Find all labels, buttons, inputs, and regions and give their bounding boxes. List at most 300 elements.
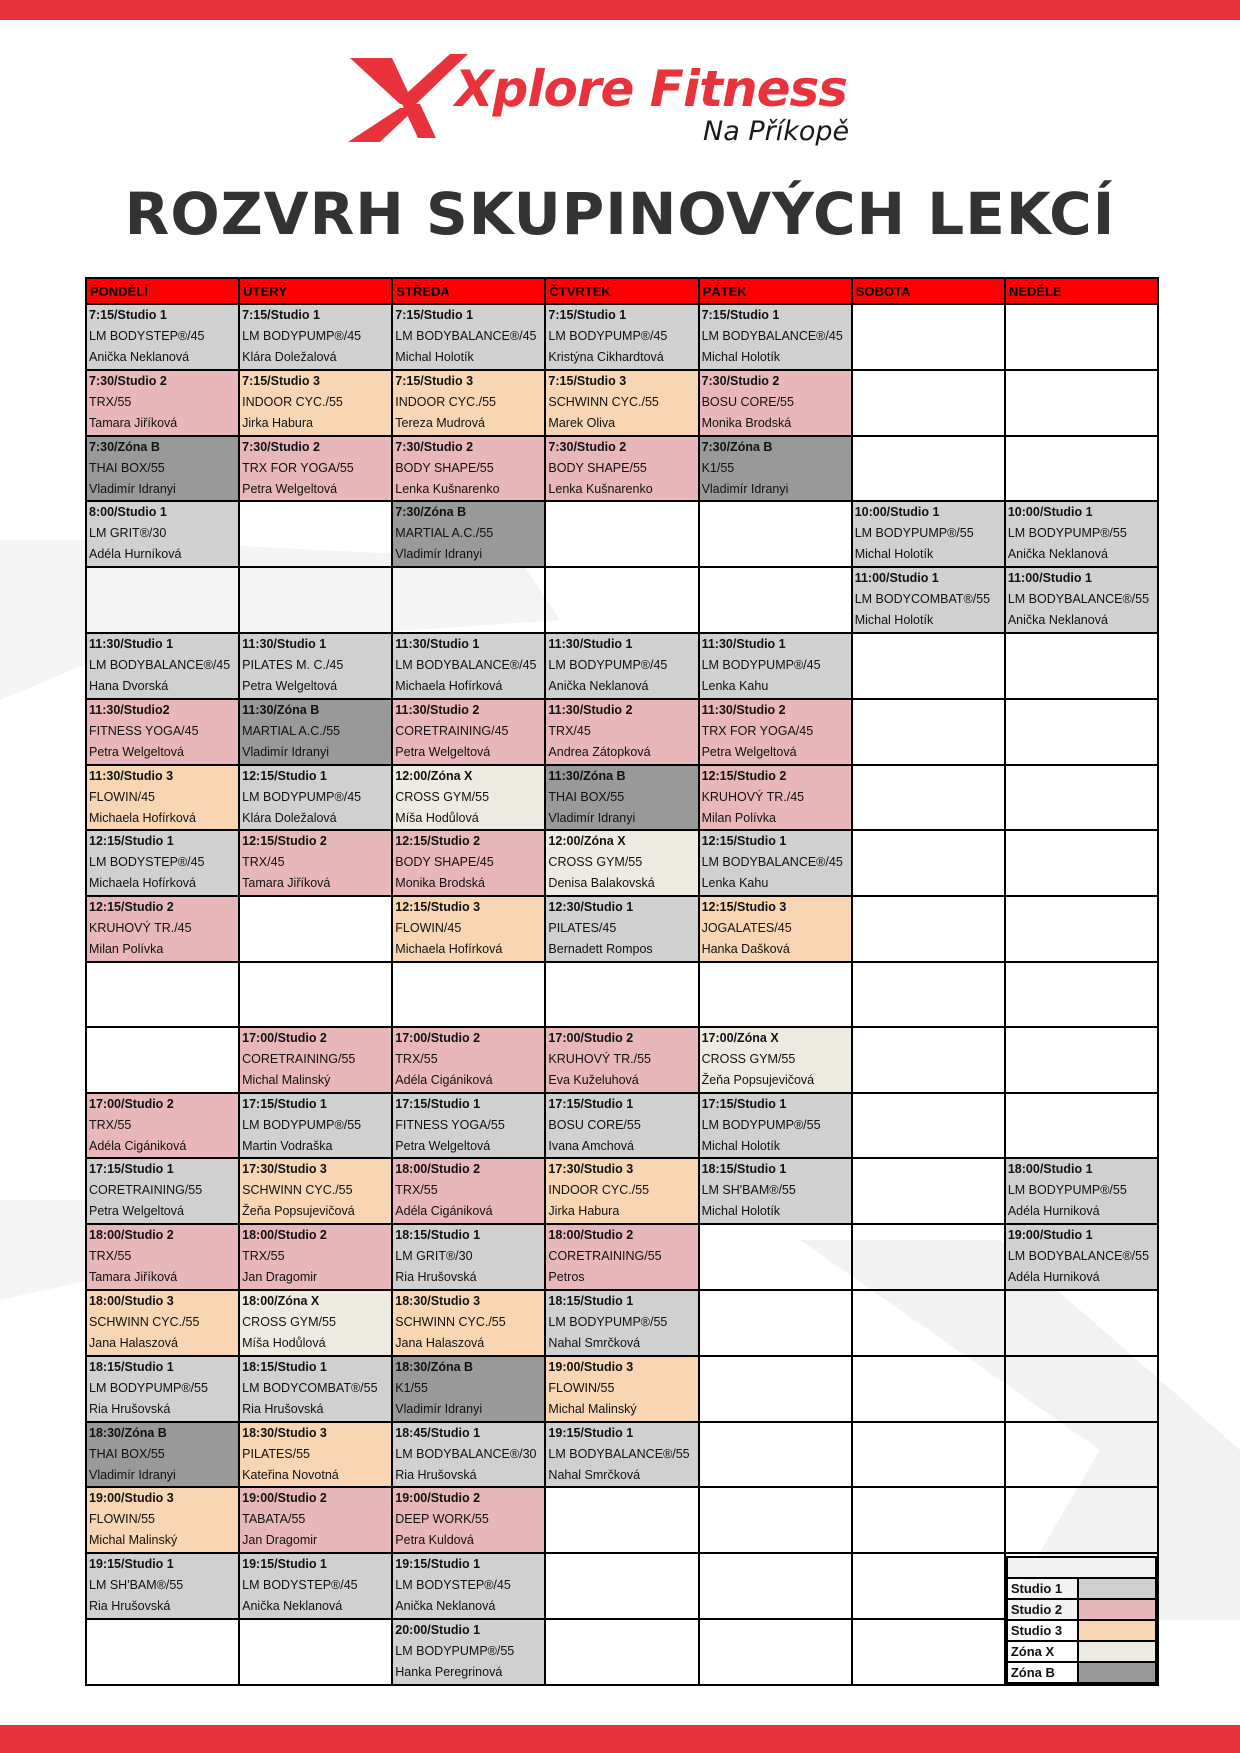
empty-cell bbox=[852, 436, 1005, 502]
class-name: SCHWINN CYC./55 bbox=[89, 1314, 200, 1329]
class-time: 11:30/Studio 1 bbox=[242, 636, 327, 651]
empty-cell bbox=[1005, 436, 1158, 502]
class-instructor: Míša Hodůlová bbox=[242, 1335, 326, 1350]
class-cell bbox=[239, 1356, 392, 1422]
class-cell bbox=[392, 1224, 545, 1290]
class-name: THAI BOX/55 bbox=[89, 460, 165, 475]
class-cell bbox=[239, 370, 392, 436]
class-time: 18:00/Studio 2 bbox=[89, 1228, 174, 1243]
class-cell bbox=[392, 1093, 545, 1159]
class-cell bbox=[86, 896, 239, 962]
class-time: 19:00/Studio 2 bbox=[395, 1491, 481, 1506]
schedule-row bbox=[86, 962, 1158, 1027]
schedule-row bbox=[86, 304, 1158, 370]
legend-item bbox=[1007, 1662, 1156, 1683]
day-header: PONDĚLÍ bbox=[86, 278, 239, 304]
class-name: SCHWINN CYC./55 bbox=[395, 1314, 506, 1329]
class-name: PILATES/45 bbox=[548, 921, 617, 936]
class-cell bbox=[545, 370, 698, 436]
legend-swatch bbox=[1078, 1620, 1156, 1641]
empty-cell bbox=[86, 1619, 239, 1685]
class-instructor: Adéla Hurniková bbox=[1007, 1204, 1100, 1219]
class-name: JOGALATES/45 bbox=[701, 921, 792, 936]
legend-swatch bbox=[1078, 1578, 1156, 1599]
class-name: LM BODYBALANCE®/55 bbox=[548, 1446, 690, 1461]
class-name: LM BODYBALANCE®/45 bbox=[395, 657, 537, 672]
class-cell bbox=[86, 436, 239, 502]
legend-item bbox=[1007, 1599, 1156, 1620]
empty-cell bbox=[852, 896, 1005, 962]
class-instructor: Adéla Cigániková bbox=[395, 1072, 493, 1087]
legend-swatch bbox=[1078, 1662, 1156, 1683]
class-cell bbox=[1005, 1158, 1158, 1224]
class-cell bbox=[545, 1027, 698, 1093]
class-cell bbox=[239, 1290, 392, 1356]
class-cell bbox=[239, 1093, 392, 1159]
class-name: LM BODYSTEP®/45 bbox=[395, 1578, 511, 1593]
schedule-row bbox=[86, 896, 1158, 962]
class-cell bbox=[239, 1487, 392, 1553]
class-cell bbox=[699, 304, 852, 370]
schedule-row bbox=[86, 830, 1158, 896]
class-name: LM BODYBALANCE®/55 bbox=[1007, 1249, 1150, 1264]
class-instructor: Kristýna Cikhardtová bbox=[548, 350, 664, 364]
empty-cell bbox=[699, 1356, 852, 1422]
class-instructor: Vladimír Idranyi bbox=[242, 744, 329, 759]
class-name: MARTIAL A.C./55 bbox=[242, 723, 341, 738]
class-time: 11:30/Studio 2 bbox=[548, 702, 633, 717]
class-name: INDOOR CYC./55 bbox=[395, 394, 496, 409]
class-name: FLOWIN/45 bbox=[395, 921, 462, 936]
class-cell bbox=[1005, 567, 1158, 633]
class-time: 12:15/Studio 1 bbox=[701, 834, 787, 849]
class-name: CROSS GYM/55 bbox=[701, 1051, 796, 1066]
class-instructor: Michal Malinský bbox=[548, 1401, 637, 1416]
class-instructor: Tamara Jiříková bbox=[89, 415, 178, 430]
class-name: LM BODYBALANCE®/55 bbox=[1007, 592, 1150, 607]
x-logo-mark-icon bbox=[340, 50, 470, 150]
class-name: TRX/45 bbox=[242, 855, 285, 870]
class-name: TRX/55 bbox=[89, 1249, 132, 1264]
class-time: 18:00/Studio 3 bbox=[89, 1293, 174, 1308]
day-header: SOBOTA bbox=[852, 278, 1005, 304]
class-cell bbox=[239, 304, 392, 370]
color-legend bbox=[1006, 1556, 1157, 1684]
day-header: ÚTERÝ bbox=[239, 278, 392, 304]
class-instructor: Michaela Hofírková bbox=[89, 876, 196, 891]
class-time: 19:00/Studio 2 bbox=[242, 1491, 327, 1506]
class-time: 17:30/Studio 3 bbox=[242, 1162, 327, 1177]
legend-label: Studio 2 bbox=[1007, 1599, 1078, 1620]
class-cell bbox=[545, 896, 698, 962]
class-instructor: Lenka Kušnarenko bbox=[548, 481, 653, 496]
class-time: 12:15/Studio 2 bbox=[89, 900, 174, 915]
class-time: 11:30/Studio 3 bbox=[89, 768, 174, 783]
class-name: LM BODYPUMP®/55 bbox=[1007, 526, 1127, 541]
class-instructor: Michal Malinský bbox=[89, 1533, 178, 1548]
class-instructor: Jana Halaszová bbox=[89, 1335, 178, 1350]
empty-cell bbox=[545, 1553, 698, 1619]
class-time: 17:00/Studio 2 bbox=[242, 1030, 327, 1045]
class-time: 7:15/Studio 1 bbox=[89, 308, 167, 322]
class-cell bbox=[239, 436, 392, 502]
class-time: 18:30/Zóna B bbox=[395, 1359, 474, 1374]
class-cell bbox=[239, 1224, 392, 1290]
class-time: 12:15/Studio 1 bbox=[242, 768, 327, 783]
class-time: 17:15/Studio 1 bbox=[701, 1096, 787, 1111]
class-cell bbox=[86, 830, 239, 896]
class-instructor: Lenka Kušnarenko bbox=[395, 481, 500, 496]
class-instructor: Petra Welgeltová bbox=[89, 744, 184, 759]
class-instructor: Jirka Habura bbox=[548, 1204, 620, 1219]
empty-cell bbox=[1005, 765, 1158, 831]
empty-cell bbox=[852, 1093, 1005, 1159]
class-cell bbox=[86, 1158, 239, 1224]
class-instructor: Michaela Hofírková bbox=[395, 678, 503, 693]
class-instructor: Andrea Zátopková bbox=[548, 744, 651, 759]
class-cell bbox=[86, 1290, 239, 1356]
class-cell bbox=[86, 304, 239, 370]
class-time: 8:00/Studio 1 bbox=[89, 505, 167, 520]
class-time: 19:00/Studio 3 bbox=[89, 1491, 174, 1506]
class-cell bbox=[239, 633, 392, 699]
empty-cell bbox=[545, 962, 698, 1027]
class-name: LM BODYPUMP®/55 bbox=[548, 1314, 668, 1329]
class-cell bbox=[86, 501, 239, 567]
empty-cell bbox=[545, 567, 698, 633]
class-cell bbox=[392, 830, 545, 896]
schedule-row bbox=[86, 1093, 1158, 1159]
class-instructor: Martin Vodraška bbox=[242, 1138, 333, 1153]
class-instructor: Marek Oliva bbox=[548, 415, 616, 430]
class-time: 7:30/Studio 2 bbox=[242, 439, 320, 454]
class-time: 11:30/Studio 1 bbox=[395, 636, 480, 651]
class-time: 17:15/Studio 1 bbox=[395, 1096, 481, 1111]
class-time: 12:15/Studio 1 bbox=[89, 834, 174, 849]
empty-cell bbox=[852, 1553, 1005, 1619]
schedule-row bbox=[86, 765, 1158, 831]
class-cell bbox=[545, 436, 698, 502]
class-cell bbox=[86, 370, 239, 436]
class-instructor: Milan Polívka bbox=[89, 942, 164, 957]
class-name: THAI BOX/55 bbox=[548, 789, 625, 804]
class-name: BOSU CORE/55 bbox=[548, 1117, 641, 1132]
class-cell bbox=[699, 765, 852, 831]
class-name: TRX/55 bbox=[89, 1117, 132, 1132]
class-instructor: Milan Polívka bbox=[701, 810, 776, 825]
class-name: THAI BOX/55 bbox=[89, 1446, 165, 1461]
legend-label: Studio 3 bbox=[1007, 1620, 1078, 1641]
class-instructor: Míša Hodůlová bbox=[395, 810, 479, 825]
class-name: K1/55 bbox=[395, 1380, 428, 1395]
class-name: LM BODYPUMP®/55 bbox=[89, 1380, 208, 1395]
empty-cell bbox=[239, 1619, 392, 1685]
class-time: 18:00/Studio 1 bbox=[1007, 1162, 1093, 1177]
empty-cell bbox=[852, 1290, 1005, 1356]
empty-cell bbox=[1005, 1356, 1158, 1422]
empty-cell bbox=[239, 501, 392, 567]
schedule-row bbox=[86, 370, 1158, 436]
class-time: 7:15/Studio 3 bbox=[395, 373, 474, 388]
empty-cell bbox=[1005, 304, 1158, 370]
class-name: TRX/45 bbox=[548, 723, 591, 738]
day-header: NEDĚLE bbox=[1005, 278, 1158, 304]
class-name: LM BODYCOMBAT®/55 bbox=[242, 1380, 378, 1395]
schedule-row bbox=[86, 1027, 1158, 1093]
class-cell bbox=[699, 830, 852, 896]
class-cell bbox=[392, 1356, 545, 1422]
class-cell bbox=[392, 1290, 545, 1356]
class-instructor: Lenka Kahu bbox=[701, 678, 769, 693]
legend-label: Studio 1 bbox=[1007, 1578, 1078, 1599]
schedule-row bbox=[86, 699, 1158, 765]
class-name: FLOWIN/55 bbox=[548, 1380, 615, 1395]
class-cell bbox=[392, 896, 545, 962]
class-time: 7:15/Studio 3 bbox=[242, 373, 320, 388]
class-name: CORETRAINING/45 bbox=[395, 723, 509, 738]
class-cell bbox=[545, 1422, 698, 1488]
class-name: LM BODYPUMP®/45 bbox=[242, 789, 362, 804]
class-cell bbox=[699, 1027, 852, 1093]
class-cell bbox=[392, 1158, 545, 1224]
empty-cell bbox=[852, 962, 1005, 1027]
class-instructor: Hana Dvorská bbox=[89, 678, 169, 693]
empty-cell bbox=[1005, 633, 1158, 699]
class-time: 17:15/Studio 1 bbox=[242, 1096, 327, 1111]
class-name: INDOOR CYC./55 bbox=[548, 1183, 650, 1198]
empty-cell bbox=[852, 1619, 1005, 1685]
class-time: 19:15/Studio 1 bbox=[242, 1557, 327, 1572]
class-time: 20:00/Studio 1 bbox=[395, 1622, 481, 1637]
class-name: LM BODYPUMP®/45 bbox=[701, 657, 821, 672]
class-time: 18:45/Studio 1 bbox=[395, 1425, 481, 1440]
class-cell bbox=[392, 1619, 545, 1685]
class-time: 12:30/Studio 1 bbox=[548, 900, 634, 915]
class-instructor: Lenka Kahu bbox=[701, 876, 769, 891]
class-cell bbox=[545, 633, 698, 699]
class-cell bbox=[239, 699, 392, 765]
class-cell bbox=[86, 1224, 239, 1290]
legend-label: Zóna X bbox=[1007, 1641, 1078, 1662]
class-time: 19:15/Studio 1 bbox=[548, 1425, 634, 1440]
class-time: 11:00/Studio 1 bbox=[854, 571, 939, 586]
schedule-row bbox=[86, 1619, 1158, 1685]
class-time: 11:00/Studio 1 bbox=[1007, 571, 1092, 586]
empty-cell bbox=[699, 1553, 852, 1619]
class-cell bbox=[392, 1422, 545, 1488]
empty-cell bbox=[1005, 699, 1158, 765]
class-instructor: Adéla Hurniková bbox=[1007, 1270, 1100, 1285]
class-time: 12:15/Studio 3 bbox=[395, 900, 481, 915]
class-time: 18:00/Studio 2 bbox=[242, 1228, 327, 1243]
class-instructor: Monika Brodská bbox=[395, 876, 485, 891]
class-instructor: Tereza Mudrová bbox=[395, 415, 485, 430]
schedule-row bbox=[86, 436, 1158, 502]
class-cell bbox=[545, 1224, 698, 1290]
class-cell bbox=[239, 1027, 392, 1093]
class-time: 18:00/Zóna X bbox=[242, 1293, 320, 1308]
class-cell bbox=[1005, 501, 1158, 567]
page-title: ROZVRH SKUPINOVÝCH LEKCÍ bbox=[124, 180, 1116, 248]
brand-name: Xplore Fitness bbox=[455, 60, 848, 118]
class-name: LM GRIT®/30 bbox=[89, 526, 167, 541]
class-name: DEEP WORK/55 bbox=[395, 1512, 489, 1527]
class-time: 7:30/Studio 2 bbox=[701, 373, 780, 388]
class-name: CROSS GYM/55 bbox=[548, 855, 643, 870]
class-cell bbox=[239, 765, 392, 831]
empty-cell bbox=[545, 1619, 698, 1685]
empty-cell bbox=[699, 1487, 852, 1553]
class-instructor: Michaela Hofírková bbox=[395, 942, 503, 957]
class-time: 12:00/Zóna X bbox=[395, 768, 473, 783]
class-instructor: Žeňa Popsujevičová bbox=[242, 1204, 355, 1219]
empty-cell bbox=[852, 1422, 1005, 1488]
class-instructor: Hanka Peregrinová bbox=[395, 1664, 503, 1679]
class-time: 7:30/Zóna B bbox=[701, 439, 773, 454]
class-instructor: Adéla Hurníková bbox=[89, 547, 182, 562]
schedule-row bbox=[86, 1224, 1158, 1290]
empty-cell bbox=[392, 962, 545, 1027]
class-name: K1/55 bbox=[701, 460, 735, 475]
class-name: LM BODYPUMP®/55 bbox=[701, 1117, 821, 1132]
class-instructor: Vladimír Idranyi bbox=[395, 1401, 483, 1416]
legend-item bbox=[1007, 1641, 1156, 1662]
class-cell bbox=[545, 1290, 698, 1356]
class-time: 11:30/Studio 1 bbox=[701, 636, 786, 651]
empty-cell bbox=[852, 1158, 1005, 1224]
class-cell bbox=[86, 1093, 239, 1159]
class-name: LM BODYPUMP®/55 bbox=[242, 1117, 362, 1132]
class-time: 7:15/Studio 3 bbox=[548, 373, 627, 388]
class-name: KRUHOVÝ TR./55 bbox=[548, 1051, 651, 1066]
empty-cell bbox=[1005, 1093, 1158, 1159]
class-name: LM BODYBALANCE®/45 bbox=[701, 855, 843, 870]
day-header: PÁTEK bbox=[699, 278, 852, 304]
class-cell bbox=[545, 830, 698, 896]
class-cell bbox=[239, 830, 392, 896]
class-name: LM BODYPUMP®/55 bbox=[1007, 1183, 1127, 1198]
class-instructor: Jirka Habura bbox=[242, 415, 314, 430]
empty-cell bbox=[239, 962, 392, 1027]
class-time: 19:15/Studio 1 bbox=[395, 1557, 481, 1572]
class-time: 7:30/Studio 2 bbox=[548, 439, 627, 454]
empty-cell bbox=[699, 501, 852, 567]
class-cell bbox=[392, 1487, 545, 1553]
schedule-row bbox=[86, 567, 1158, 633]
class-instructor: Vladimír Idranyi bbox=[89, 1467, 176, 1482]
class-instructor: Adéla Cigániková bbox=[89, 1138, 187, 1153]
class-name: TRX/55 bbox=[395, 1183, 438, 1198]
class-instructor: Nahal Smrčková bbox=[548, 1335, 641, 1350]
class-name: CROSS GYM/55 bbox=[242, 1314, 336, 1329]
class-instructor: Žeňa Popsujevičová bbox=[701, 1072, 815, 1087]
class-cell bbox=[699, 370, 852, 436]
class-name: BODY SHAPE/45 bbox=[395, 855, 494, 870]
class-cell bbox=[392, 304, 545, 370]
class-name: TRX FOR YOGA/55 bbox=[242, 460, 354, 475]
empty-cell bbox=[1005, 1422, 1158, 1488]
empty-cell bbox=[699, 962, 852, 1027]
class-name: FITNESS YOGA/45 bbox=[89, 723, 199, 738]
class-cell bbox=[545, 699, 698, 765]
schedule-row bbox=[86, 1553, 1158, 1619]
class-cell bbox=[545, 1158, 698, 1224]
legend-swatch bbox=[1078, 1641, 1156, 1662]
class-instructor: Michal Holotík bbox=[701, 350, 781, 364]
class-instructor: Ria Hrušovská bbox=[89, 1401, 171, 1416]
class-cell bbox=[86, 1422, 239, 1488]
class-instructor: Vladimír Idranyi bbox=[548, 810, 636, 825]
class-name: LM BODYSTEP®/45 bbox=[242, 1578, 358, 1593]
class-time: 17:30/Studio 3 bbox=[548, 1162, 634, 1177]
class-name: LM BODYPUMP®/55 bbox=[854, 526, 974, 541]
class-name: CROSS GYM/55 bbox=[395, 789, 490, 804]
class-instructor: Bernadett Rompos bbox=[548, 942, 653, 957]
empty-cell bbox=[852, 699, 1005, 765]
class-cell bbox=[699, 633, 852, 699]
class-name: LM BODYPUMP®/45 bbox=[548, 329, 668, 343]
class-name: BODY SHAPE/55 bbox=[548, 460, 647, 475]
class-time: 11:30/Studio2 bbox=[89, 702, 170, 717]
class-time: 7:15/Studio 1 bbox=[548, 308, 627, 322]
class-time: 12:15/Studio 2 bbox=[242, 834, 327, 849]
empty-cell bbox=[545, 1487, 698, 1553]
class-name: SCHWINN CYC./55 bbox=[548, 394, 659, 409]
class-name: TABATA/55 bbox=[242, 1512, 306, 1527]
class-cell bbox=[545, 765, 698, 831]
class-instructor: Ivana Amchová bbox=[548, 1138, 634, 1153]
class-cell bbox=[86, 1356, 239, 1422]
empty-cell bbox=[86, 962, 239, 1027]
empty-cell bbox=[852, 830, 1005, 896]
class-name: FLOWIN/55 bbox=[89, 1512, 155, 1527]
schedule-row bbox=[86, 1422, 1158, 1488]
schedule-table bbox=[85, 277, 1159, 1686]
class-time: 11:30/Zóna B bbox=[548, 768, 626, 783]
empty-cell bbox=[852, 765, 1005, 831]
class-instructor: Ria Hrušovská bbox=[89, 1599, 171, 1614]
class-time: 18:15/Studio 1 bbox=[548, 1293, 634, 1308]
class-name: LM BODYSTEP®/45 bbox=[89, 329, 205, 343]
class-time: 17:00/Studio 2 bbox=[89, 1096, 174, 1111]
class-name: LM BODYBALANCE®/45 bbox=[701, 329, 843, 343]
brand-location: Na Příkopě bbox=[703, 116, 850, 147]
class-instructor: Tamara Jiříková bbox=[89, 1270, 178, 1285]
class-cell bbox=[545, 304, 698, 370]
class-name: PILATES/55 bbox=[242, 1446, 310, 1461]
class-time: 12:15/Studio 2 bbox=[701, 768, 787, 783]
class-time: 18:15/Studio 1 bbox=[89, 1359, 174, 1374]
day-header: STŘEDA bbox=[392, 278, 545, 304]
class-cell bbox=[392, 370, 545, 436]
class-instructor: Vladimír Idranyi bbox=[395, 547, 483, 562]
class-instructor: Anička Neklanová bbox=[242, 1599, 343, 1614]
class-time: 17:00/Studio 2 bbox=[548, 1030, 634, 1045]
day-header-row bbox=[86, 278, 1158, 304]
class-cell bbox=[392, 1553, 545, 1619]
class-name: LM BODYCOMBAT®/55 bbox=[854, 592, 991, 607]
schedule-row bbox=[86, 1487, 1158, 1553]
empty-cell bbox=[852, 1224, 1005, 1290]
class-name: INDOOR CYC./55 bbox=[242, 394, 343, 409]
class-name: BODY SHAPE/55 bbox=[395, 460, 494, 475]
class-instructor: Eva Kuželuhová bbox=[548, 1072, 639, 1087]
empty-cell bbox=[852, 1027, 1005, 1093]
class-instructor: Jana Halaszová bbox=[395, 1335, 485, 1350]
class-instructor: Nahal Smrčková bbox=[548, 1467, 641, 1482]
class-name: CORETRAINING/55 bbox=[548, 1249, 662, 1264]
class-cell bbox=[852, 567, 1005, 633]
